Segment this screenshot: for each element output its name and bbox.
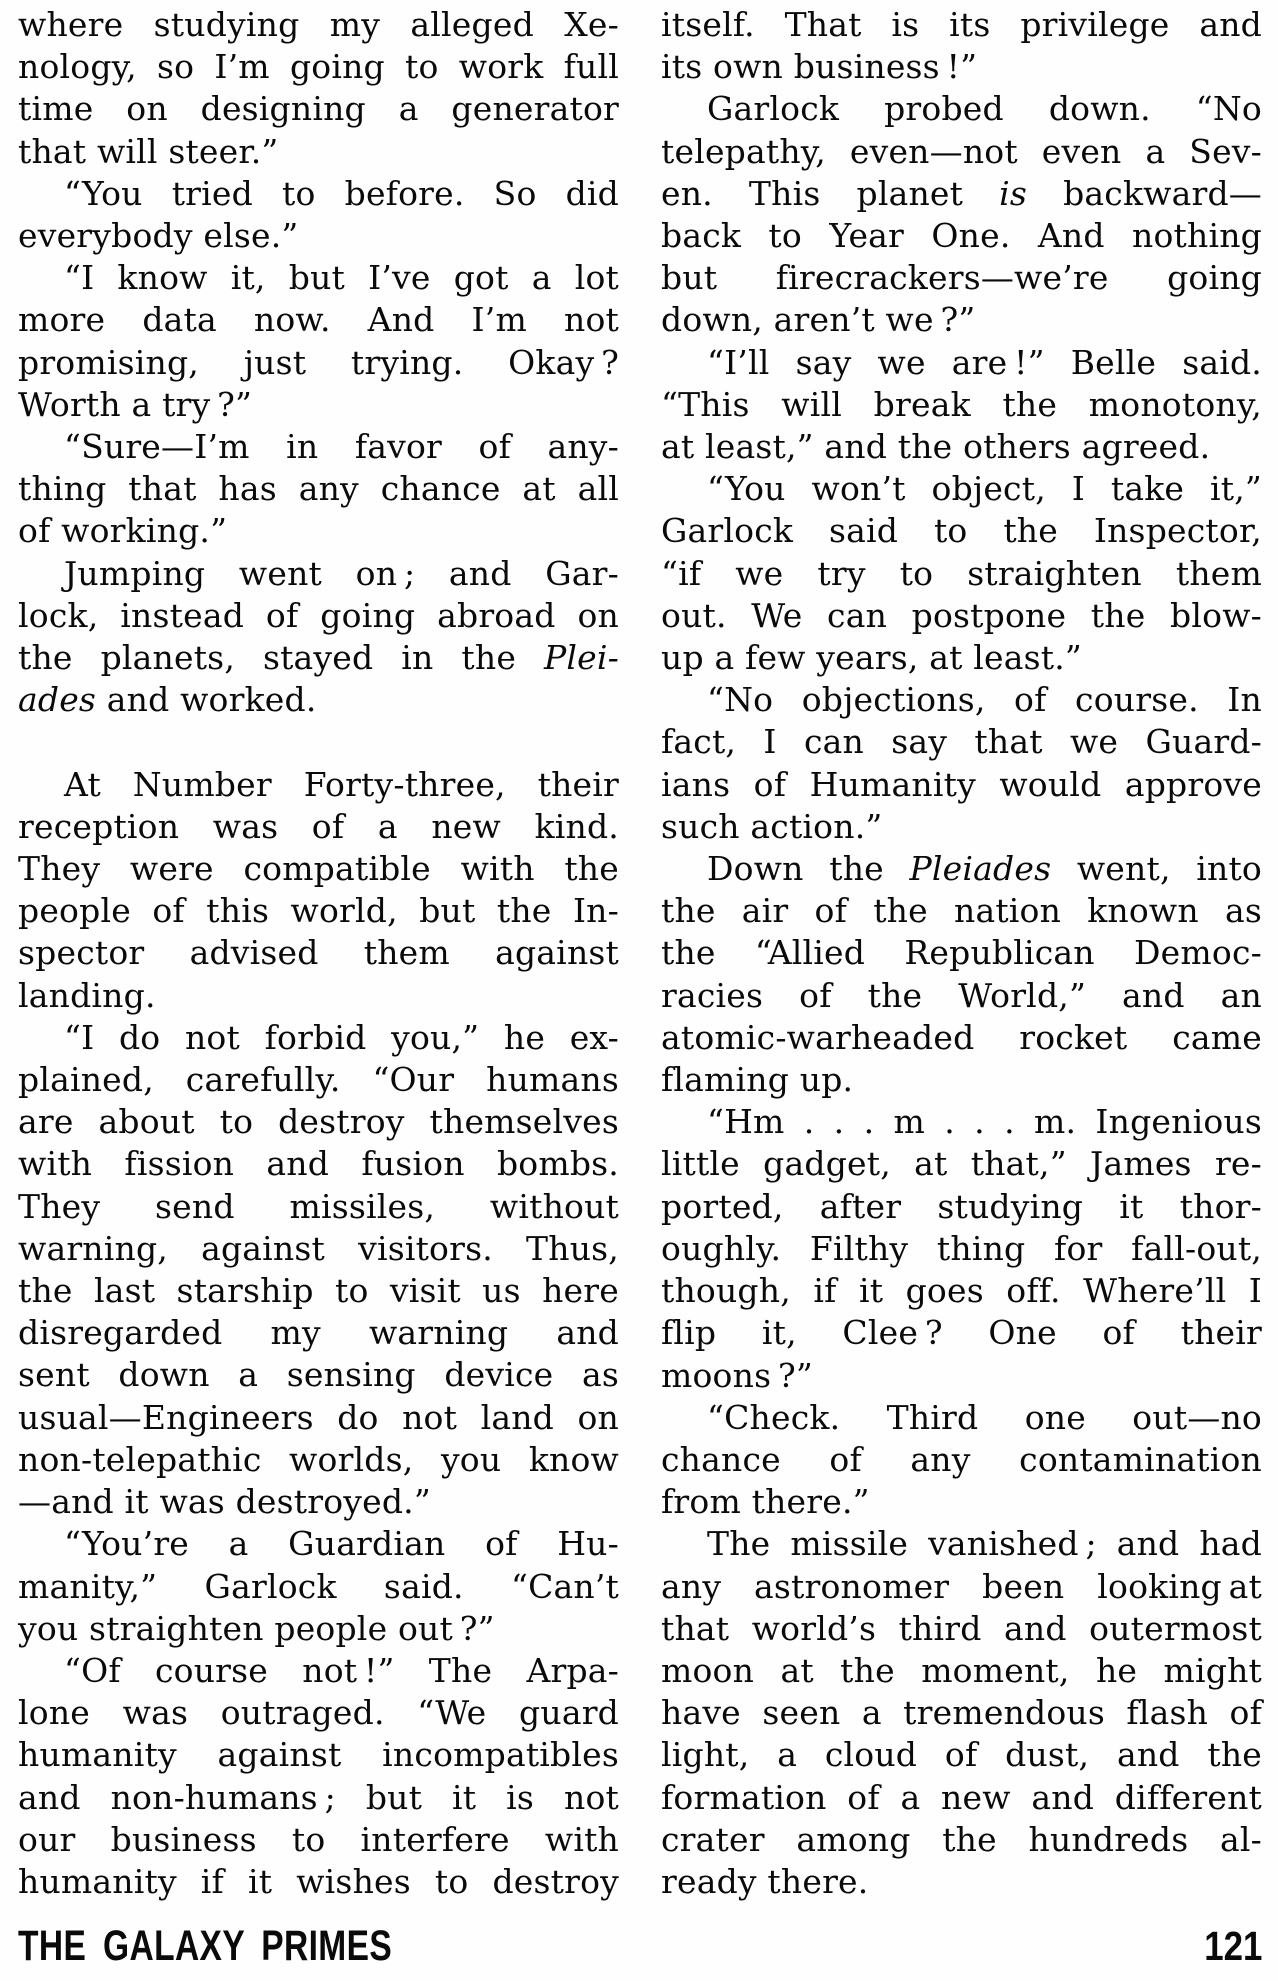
text-line: humanity if it wishes to destroy [18, 1861, 619, 1901]
text-line: down, aren’t we ?” [661, 300, 976, 340]
text-line: from there.” [661, 1482, 870, 1522]
text-line: Garlock probed down. “No [707, 89, 1262, 129]
paragraph [18, 553, 619, 722]
paragraph [661, 468, 1262, 679]
column-right [661, 4, 1262, 1903]
text-line: “You’re a Guardian of Hu- [64, 1524, 619, 1564]
paragraph [18, 4, 619, 173]
text-line: “Of course not !” The Arpa- [64, 1650, 619, 1690]
paragraph [18, 257, 619, 426]
text-line: atomic-warheaded rocket came [661, 1017, 1262, 1057]
text-line: the last starship to visit us here [18, 1271, 619, 1311]
paragraph [661, 88, 1262, 341]
text-line: formation of a new and different [661, 1777, 1262, 1817]
text-line: thing that has any chance at all [18, 469, 619, 509]
text-line: the planets, stayed in the Plei- [18, 638, 619, 678]
text-line: our business to interfere with [18, 1819, 619, 1859]
text-line: sent down a sensing device as [18, 1355, 619, 1395]
text-line: They send missiles, without [18, 1186, 619, 1226]
text-line: warning, against visitors. Thus, [18, 1228, 619, 1268]
text-line: moon at the moment, he might [661, 1650, 1262, 1690]
text-line: the air of the nation known as [661, 891, 1262, 931]
text-line: light, a cloud of dust, and the [661, 1735, 1262, 1775]
text-line: ades and worked. [18, 680, 317, 720]
paragraph [18, 173, 619, 257]
text-line: Garlock said to the Inspector, [661, 511, 1262, 551]
paragraph [18, 1650, 619, 1903]
text-line: The missile vanished ; and had [707, 1524, 1262, 1564]
text-line: They were compatible with the [18, 849, 619, 889]
text-line: any astronomer been looking at [661, 1566, 1262, 1606]
paragraph [661, 1101, 1262, 1396]
text-line: ported, after studying it thor- [661, 1186, 1262, 1226]
text-line: Worth a try ?” [18, 384, 253, 424]
paragraph [661, 1523, 1262, 1903]
text-line: reception was of a new kind. [18, 806, 619, 846]
text-line: chance of any contamination [661, 1439, 1262, 1479]
text-line: little gadget, at that,” James re- [661, 1144, 1262, 1184]
text-line: —and it was destroyed.” [18, 1482, 431, 1522]
text-line: the “Allied Republican Democ- [661, 933, 1262, 973]
text-line: landing. [18, 975, 156, 1015]
text-line: en. This planet is backward— [661, 173, 1263, 213]
text-line: “I’ll say we are !” Belle said. [707, 342, 1262, 382]
text-line: back to Year One. And nothing [661, 216, 1262, 256]
text-line: telepathy, even—not even a Sev- [661, 131, 1262, 171]
text-line: flaming up. [661, 1060, 854, 1100]
column-left [18, 4, 619, 1903]
text-line: “You tried to before. So did [64, 173, 619, 213]
text-line: itself. That is its privilege and [661, 5, 1262, 44]
text-line: more data now. And I’m not [18, 300, 619, 340]
text-line: “Hm . . . m . . . m. Ingenious [707, 1102, 1262, 1142]
text-line: at least,” and the others agreed. [661, 427, 1211, 467]
text-line: ians of Humanity would approve [661, 764, 1262, 804]
text-line: “Check. Third one out—no [707, 1397, 1262, 1437]
page-footer [18, 1922, 1262, 1971]
text-line: and non-humans ; but it is not [18, 1777, 619, 1817]
paragraph [18, 764, 619, 1017]
text-line: non-telepathic worlds, you know [18, 1439, 619, 1479]
text-line: “I do not forbid you,” he ex- [64, 1017, 619, 1057]
paragraph [661, 679, 1262, 848]
text-line: with fission and fusion bombs. [18, 1144, 619, 1184]
text-line: nology, so I’m going to work full [18, 47, 619, 87]
text-line: disregarded my warning and [18, 1313, 619, 1353]
text-line: ready there. [661, 1861, 869, 1901]
text-line: everybody else.” [18, 216, 299, 256]
text-line: such action.” [661, 806, 883, 846]
text-line: out. We can postpone the blow- [661, 595, 1262, 635]
text-line: Down the Pleiades went, into [707, 849, 1262, 889]
paragraph [18, 1017, 619, 1523]
text-line: of working.” [18, 511, 228, 551]
paragraph [661, 848, 1262, 1101]
text-line: lock, instead of going abroad on [18, 595, 619, 635]
paragraph [661, 1397, 1262, 1524]
text-line: oughly. Filthy thing for fall-out, [661, 1228, 1262, 1268]
text-line: “You won’t object, I take it,” [707, 469, 1262, 509]
text-line: though, if it goes off. Where’ll I [661, 1271, 1262, 1311]
paragraph [661, 342, 1262, 469]
text-line: people of this world, but the In- [18, 891, 619, 931]
text-line: “I know it, but I’ve got a lot [64, 258, 619, 298]
text-line: that world’s third and outermost [661, 1608, 1262, 1648]
text-line: that will steer.” [18, 131, 279, 171]
paragraph [661, 4, 1262, 88]
text-line: At Number Forty-three, their [64, 764, 619, 804]
text-line: up a few years, at least.” [661, 638, 1082, 678]
text-line: “No objections, of course. In [707, 680, 1262, 720]
text-line: fact, I can say that we Guard- [661, 722, 1262, 762]
text-line: racies of the World,” and an [661, 975, 1262, 1015]
text-line: humanity against incompatibles [18, 1735, 619, 1775]
text-line: have seen a tremendous flash of [661, 1693, 1262, 1733]
text-line: manity,” Garlock said. “Can’t [18, 1566, 619, 1606]
text-line: lone was outraged. “We guard [18, 1693, 619, 1733]
text-line: “if we try to straighten them [661, 553, 1262, 593]
text-line: “Sure—I’m in favor of any- [64, 427, 619, 467]
text-line: you straighten people out ?” [18, 1608, 495, 1648]
text-line: where studying my alleged Xe- [18, 5, 619, 44]
text-line: plained, carefully. “Our humans [18, 1060, 619, 1100]
text-line: its own business !” [661, 47, 978, 87]
text-line: spector advised them against [18, 933, 619, 973]
text-line: crater among the hundreds al- [661, 1819, 1262, 1859]
page-number: 121 [1203, 1923, 1262, 1969]
text-line: are about to destroy themselves [18, 1102, 619, 1142]
text-line: promising, just trying. Okay ? [18, 342, 619, 382]
text-line: “This will break the monotony, [661, 384, 1262, 424]
text-line: usual—Engineers do not land on [18, 1397, 619, 1437]
paragraph [18, 1523, 619, 1650]
paragraph [18, 426, 619, 553]
text-line: flip it, Clee ? One of their [661, 1313, 1262, 1353]
text-line: Jumping went on ; and Gar- [64, 553, 619, 593]
running-title: THE GALAXY PRIMES [18, 1922, 393, 1970]
text-line: but firecrackers—we’re going [661, 258, 1262, 298]
text-line: time on designing a generator [18, 89, 619, 129]
text-line: moons ?” [661, 1355, 813, 1395]
